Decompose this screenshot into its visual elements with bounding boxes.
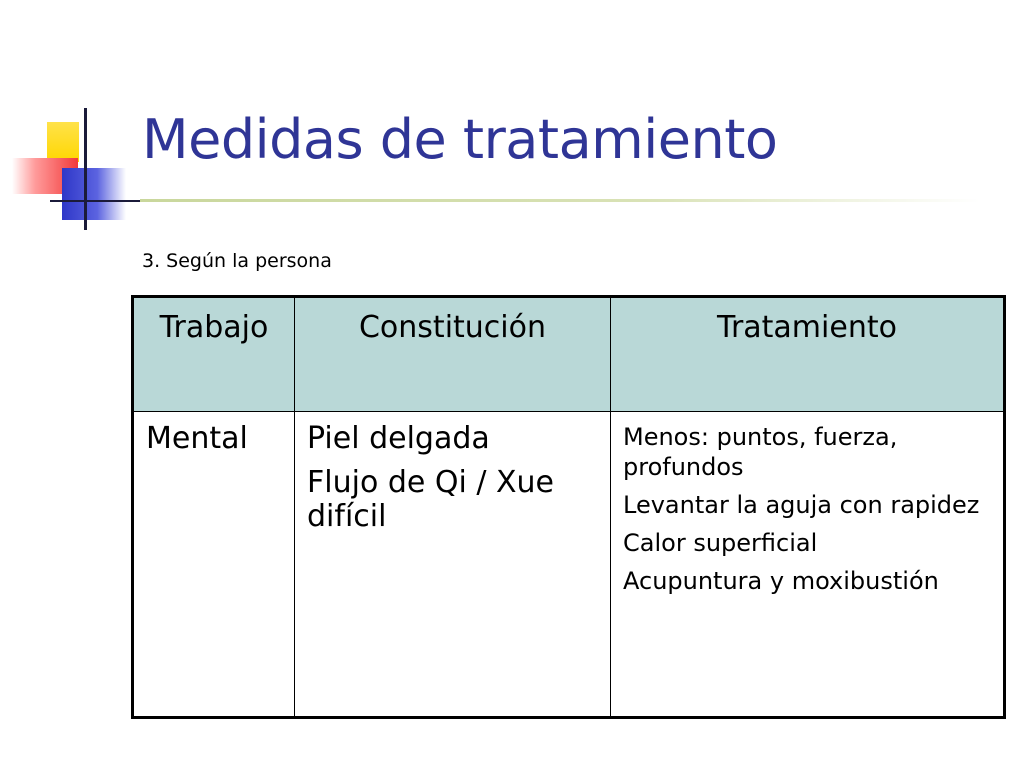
tratamiento-item: Menos: puntos, fuerza, profundos — [623, 423, 898, 481]
decorative-squares-logo — [0, 0, 150, 240]
yellow-square — [47, 122, 79, 162]
cell-trabajo — [133, 412, 295, 718]
header-tratamiento: Tratamiento — [611, 297, 1005, 412]
blue-square — [62, 168, 126, 220]
logo-vertical-line — [84, 108, 87, 230]
tratamiento-item: Acupuntura y moxibustión — [623, 567, 939, 595]
constitucion-item: Flujo de Qi / Xue difícil — [307, 465, 555, 534]
logo-horizontal-line — [50, 200, 146, 202]
slide-title: Medidas de tratamiento — [142, 108, 778, 171]
trabajo-value: Mental — [146, 421, 248, 456]
cell-tratamiento — [611, 412, 1005, 718]
tratamiento-item: Levantar la aguja con rapidez — [623, 491, 980, 519]
table-header-row — [133, 297, 1005, 412]
table-row — [133, 412, 1005, 718]
treatment-table — [131, 295, 1006, 719]
header-trabajo: Trabajo — [133, 297, 295, 412]
tratamiento-item: Calor superficial — [623, 529, 818, 557]
slide-subtitle: 3. Según la persona — [142, 250, 332, 272]
constitucion-item: Piel delgada — [307, 421, 490, 456]
cell-constitucion — [295, 412, 611, 718]
title-underline-rule — [140, 199, 980, 202]
header-constitucion: Constitución — [295, 297, 611, 412]
